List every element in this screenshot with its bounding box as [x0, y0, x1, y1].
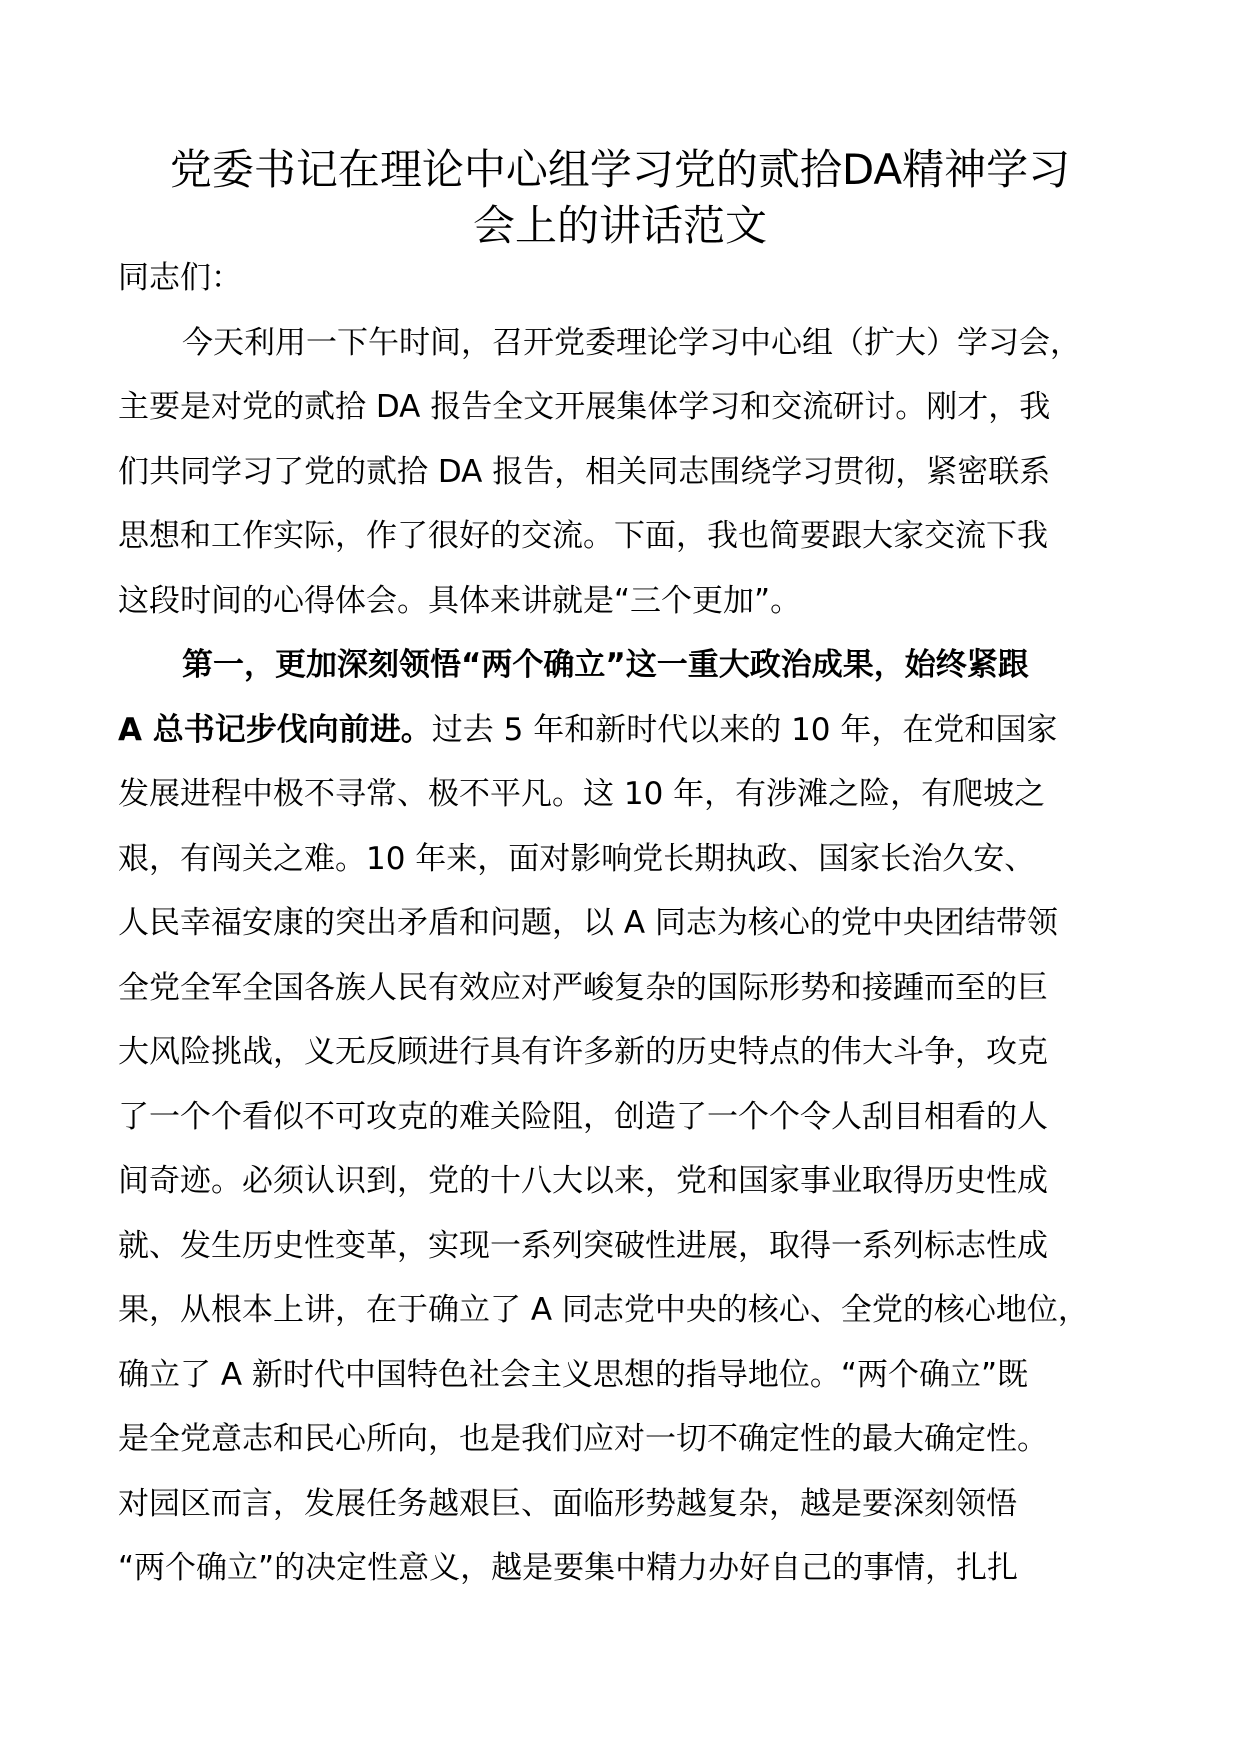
paragraph-1-line: 们共同学习了党的贰拾 DA 报告，相关同志围绕学习贯彻，紧密联系 — [118, 453, 1051, 490]
document-body — [118, 246, 1138, 1601]
paragraph-2-line: 艰，有闯关之难。10 年来，面对影响党长期执政、国家长治久安、 — [118, 840, 1036, 877]
paragraph-2-line — [118, 698, 1138, 763]
section-heading-part-1: 第一，更加深刻领悟“两个确立”这一重大政治成果，始终紧跟 — [182, 647, 1029, 683]
paragraph-2-line: 人民幸福安康的突出矛盾和问题，以 A 同志为核心的党中央团结带领 — [118, 905, 1058, 941]
paragraph-2-line: 了一个个看似不可攻克的难关险阻，创造了一个个令人刮目相看的人 — [118, 1098, 1048, 1135]
paragraph-1-line: 今天利用一下午时间，召开党委理论学习中心组（扩大）学习会， — [182, 324, 1081, 361]
paragraph-2-line: 就、发生历史性变革，实现一系列突破性进展，取得一系列标志性成 — [118, 1227, 1048, 1264]
paragraph-2-line: 果，从根本上讲，在于确立了 A 同志党中央的核心、全党的核心地位， — [118, 1292, 1089, 1328]
paragraph-2-line: 发展进程中极不寻常、极不平凡。这 10 年，有涉滩之险，有爬坡之 — [118, 776, 1046, 812]
title-line-1: 党委书记在理论中心组学习党的贰拾DA精神学习 — [169, 145, 1071, 194]
section-heading-part-2: A 总书记步伐向前进。 — [118, 711, 432, 748]
paragraph-2-line: “两个确立”的决定性意义，越是要集中精力办好自己的事情，扎扎 — [118, 1550, 1019, 1586]
title-line-2: 会上的讲话范文 — [472, 201, 767, 250]
paragraph-1-line: 这段时间的心得体会。具体来讲就是“三个更加”。 — [118, 582, 802, 619]
paragraph-2-line: 全党全军全国各族人民有效应对严峻复杂的国际形势和接踵而至的巨 — [118, 969, 1048, 1006]
paragraph-2-line: 对园区而言，发展任务越艰巨、面临形势越复杂，越是要深刻领悟 — [118, 1485, 1017, 1522]
document-title — [110, 142, 1130, 254]
paragraph-1-line: 主要是对党的贰拾 DA 报告全文开展集体学习和交流研讨。刚才，我 — [118, 389, 1051, 425]
paragraph-2-heading-line — [118, 633, 1138, 698]
paragraph-2-line: 是全党意志和民心所向，也是我们应对一切不确定性的最大确定性。 — [118, 1421, 1048, 1457]
paragraph-2-line: 间奇迹。必须认识到，党的十八大以来，党和国家事业取得历史性成 — [118, 1163, 1048, 1199]
paragraph-2-line: 大风险挑战，义无反顾进行具有许多新的历史特点的伟大斗争，攻克 — [118, 1034, 1048, 1070]
salutation: 同志们： — [118, 260, 242, 296]
paragraph-2-line: 确立了 A 新时代中国特色社会主义思想的指导地位。“两个确立”既 — [118, 1356, 1029, 1393]
paragraph-2-text: 过去 5 年和新时代以来的 10 年，在党和国家 — [431, 711, 1058, 748]
paragraph-1-line: 思想和工作实际，作了很好的交流。下面，我也简要跟大家交流下我 — [118, 518, 1048, 554]
